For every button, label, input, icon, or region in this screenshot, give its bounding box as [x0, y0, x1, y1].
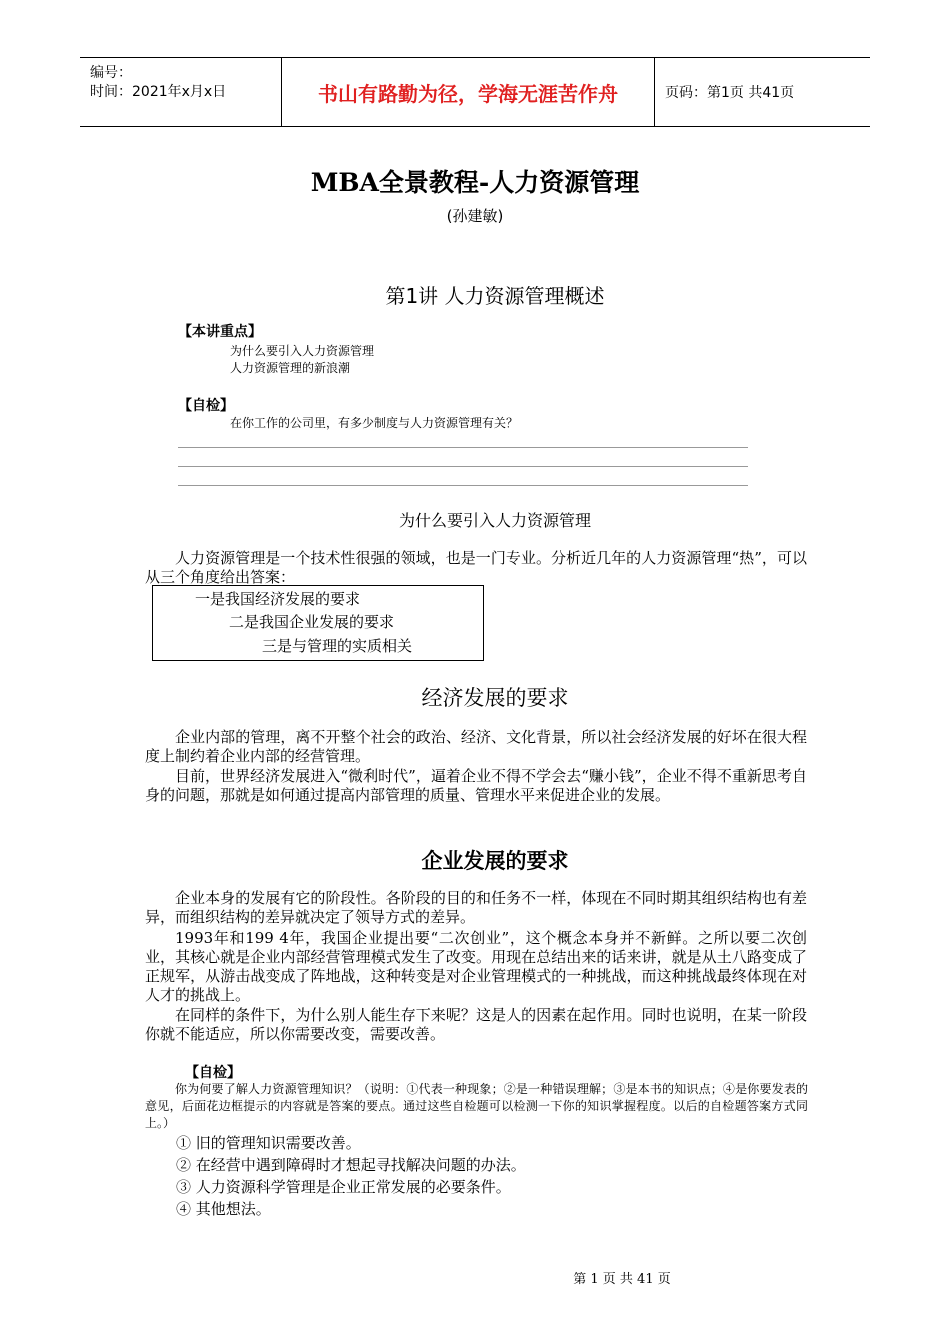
- header-left-cell: [80, 58, 281, 126]
- section-heading-economy: 经济发展的要求: [421, 686, 569, 710]
- section-heading-enterprise: 企业发展的要求: [421, 849, 569, 873]
- self-check-label: 【自检】: [185, 1065, 241, 1081]
- economy-paragraph: 企业内部的管理，离不开整个社会的政治、经济、文化背景，所以社会经济发展的好坏在很大程度上制约着企业内部的经营管理。: [145, 728, 807, 765]
- document-author: (孙建敏): [446, 207, 504, 225]
- motto: 书山有路勤为径，学海无涯苦作舟: [281, 58, 655, 126]
- answer-line: [178, 466, 748, 467]
- key-points-label: 【本讲重点】: [178, 324, 262, 340]
- reason-item: 一是我国经济发展的要求: [195, 590, 361, 608]
- answer-line: [178, 485, 748, 486]
- answer-line: [178, 447, 748, 448]
- self-check-question: 在你工作的公司里，有多少制度与人力资源管理有关？: [230, 416, 519, 430]
- time-label: 时间：2021年x月x日: [90, 84, 227, 100]
- page-footer: 第 1 页 共 41 页: [573, 1272, 671, 1287]
- section-heading-why: 为什么要引入人力资源管理: [398, 511, 591, 530]
- reason-item: 三是与管理的实质相关: [262, 637, 413, 655]
- reasons-box: [152, 585, 484, 661]
- self-check-option: ④ 其他想法。: [176, 1200, 271, 1218]
- enterprise-paragraph: 在同样的条件下，为什么别人能生存下来呢？这是人的因素在起作用。同时也说明，在某一阶段你就不能适应，所以你需要改变，需要改善。: [145, 1006, 807, 1043]
- enterprise-paragraph: 1993年和199 4年，我国企业提出要“二次创业”，这个概念本身并不新鲜。之所以要二次创业，其核心就是企业内部经营管理模式发生了改变。用现在总结出来的话来讲，就是从土八路变成了正规军，从游击战变成了阵地战，这种转变是对企业管理模式的一种挑战，而这种挑战最终体现在对人才的挑战上。: [145, 929, 807, 1004]
- key-point-item: 人力资源管理的新浪潮: [230, 361, 351, 375]
- enterprise-paragraph: 企业本身的发展有它的阶段性。各阶段的目的和任务不一样，体现在不同时期其组织结构也有差异，而组织结构的差异就决定了领导方式的差异。: [145, 889, 807, 926]
- reason-item: 二是我国企业发展的要求: [229, 613, 395, 631]
- why-paragraph: 人力资源管理是一个技术性很强的领域，也是一门专业。分析近几年的人力资源管理“热”，可以从三个角度给出答案：: [145, 549, 807, 586]
- lecture-title: 第1讲 人力资源管理概述: [385, 284, 605, 308]
- self-check-option: ② 在经营中遇到障碍时才想起寻找解决问题的办法。: [176, 1156, 526, 1174]
- number-label: 编号：: [90, 65, 132, 81]
- economy-paragraph: 目前，世界经济发展进入“微利时代”，逼着企业不得不学会去“赚小钱”，企业不得不重新思考自身的问题，那就是如何通过提高内部管理的质量、管理水平来促进企业的发展。: [145, 767, 807, 804]
- key-point-item: 为什么要引入人力资源管理: [230, 344, 375, 358]
- self-check-option: ③ 人力资源科学管理是企业正常发展的必要条件。: [176, 1178, 511, 1196]
- document-title: MBA全景教程-人力资源管理: [310, 168, 640, 197]
- self-check-note: 你为何要了解人力资源管理知识？（说明：①代表一种现象；②是一种错误理解；③是本书的知识点；④是你要发表的意见，后面花边框提示的内容就是答案的要点。通过这些自检题可以检测一下你的知识掌握程度。以后的自检题答案方式同上。）: [145, 1082, 808, 1130]
- self-check-label: 【自检】: [178, 398, 234, 414]
- self-check-option: ① 旧的管理知识需要改善。: [176, 1134, 361, 1152]
- document-header: [80, 57, 870, 127]
- page-info: 页码：第1页 共41页: [665, 85, 795, 101]
